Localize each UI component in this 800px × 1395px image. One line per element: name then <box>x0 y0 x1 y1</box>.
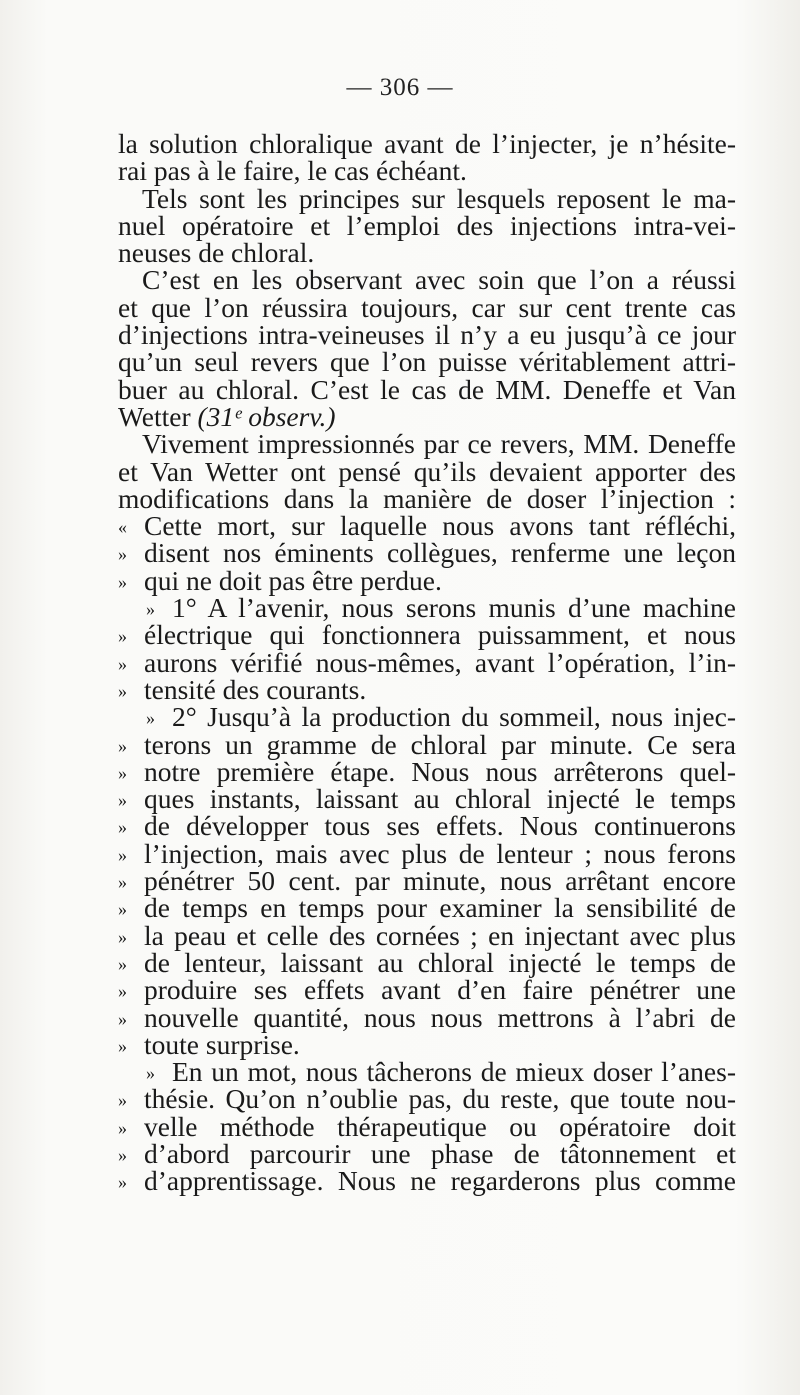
line-text: terons un gramme de chloral par minute. Ce sera <box>144 728 736 760</box>
line-text: tensité des courants. <box>144 673 367 705</box>
text-line <box>118 319 736 351</box>
line-text: Cette mort, sur laquelle nous avons tant réfléchi, <box>144 510 736 542</box>
line-text: notre première étape. Nous nous arrêterons quel- <box>144 755 736 787</box>
line-text: l’injection, mais avec plus de lenteur ; nous ferons <box>144 837 736 869</box>
quote-mark: » <box>118 544 127 565</box>
quote-mark: » <box>118 790 127 811</box>
quote-mark: » <box>118 1172 127 1193</box>
quote-mark: » <box>118 953 127 974</box>
text-line <box>118 619 736 651</box>
text-line <box>118 209 736 241</box>
line-text: d’abord parcourir une phase de tâtonnement et <box>144 1137 736 1169</box>
quote-mark: » <box>118 735 127 756</box>
quote-mark: » <box>118 680 127 701</box>
line-text: et que l’on réussira toujours, car sur cent trente cas <box>118 291 736 323</box>
text-line <box>118 428 736 460</box>
line-text: d’injections intra-veineuses il n’y a eu jusqu’à ce jour <box>118 319 736 351</box>
line-text: de lenteur, laissant au chloral injecté le temps de <box>144 946 736 978</box>
line-text: et Van Wetter ont pensé qu’ils devaient apporter des <box>118 455 736 487</box>
quote-mark: » <box>118 1035 127 1056</box>
text-line <box>118 974 736 1006</box>
line-text: qui ne doit pas être perdue. <box>144 564 442 596</box>
text-line <box>118 264 736 296</box>
line-text: ques instants, laissant au chloral injecté le temps <box>144 783 736 815</box>
quote-mark: » <box>146 1063 155 1084</box>
line-text: électrique qui fonctionnera puissamment, et nous <box>144 619 736 651</box>
line-text: disent nos éminents collègues, renferme une leçon <box>144 537 736 569</box>
text-line <box>118 564 736 596</box>
quote-mark: « <box>118 517 127 538</box>
quote-mark: » <box>146 708 155 729</box>
line-text: velle méthode thérapeutique ou opératoire doit <box>144 1110 736 1142</box>
text-line <box>118 755 736 787</box>
quote-mark: » <box>118 762 127 783</box>
line-text: de temps en temps pour examiner la sensibilité de <box>144 892 736 924</box>
line-text: 1° A l’avenir, nous serons munis d’une machine <box>172 592 736 624</box>
text-line <box>118 237 736 269</box>
line-text: nouvelle quantité, nous nous mettrons à l’abri de <box>144 1001 736 1033</box>
line-text: pénétrer 50 cent. par minute, nous arrêtant encore <box>144 865 736 897</box>
text-line <box>118 865 736 897</box>
text-line <box>118 1110 736 1142</box>
line-text: toute surprise. <box>144 1028 300 1060</box>
line-text: neuses de chloral. <box>118 237 315 269</box>
quote-mark: » <box>118 981 127 1002</box>
quote-mark: » <box>118 872 127 893</box>
text-line <box>118 783 736 815</box>
text-line <box>118 1001 736 1033</box>
line-text: la solution chloralique avant de l’injecter, je n’hésite- <box>118 128 736 159</box>
line-text: la peau et celle des cornées ; en injectant avec plus <box>144 919 736 951</box>
quote-mark: » <box>118 626 127 647</box>
text-line <box>118 291 736 323</box>
text-line <box>118 1083 736 1115</box>
quote-mark: » <box>118 817 127 838</box>
text-line <box>118 510 736 542</box>
line-text: qu’un seul revers que l’on puisse véritablement attri- <box>118 346 736 378</box>
text-line <box>118 537 736 569</box>
quote-mark: » <box>118 899 127 920</box>
line-text: de développer tous ses effets. Nous continuerons <box>144 810 736 842</box>
quote-mark: » <box>118 844 127 865</box>
text-line <box>118 482 736 514</box>
line-text: En un mot, nous tâcherons de mieux doser l’anes- <box>172 1056 736 1088</box>
text-line <box>118 701 736 733</box>
text-line <box>118 673 736 705</box>
text-line <box>118 1056 736 1088</box>
line-text: d’apprentissage. Nous ne regarderons plus comme <box>144 1165 736 1197</box>
text-line <box>118 130 736 157</box>
line-text: Vivement impressionnés par ce revers, MM. Deneffe <box>142 428 736 460</box>
line-text: buer au chloral. C’est le cas de MM. Deneffe et Van <box>118 373 736 405</box>
text-line <box>118 455 736 487</box>
text-line <box>118 155 736 187</box>
text-line <box>118 919 736 951</box>
line-text: thésie. Qu’on n’oublie pas, du reste, que toute nou- <box>144 1083 736 1115</box>
text-line <box>118 182 736 214</box>
line-text: Wetter <box>118 400 198 432</box>
text-line <box>118 946 736 978</box>
line-text: Tels sont les principes sur lesquels reposent le ma- <box>142 182 736 214</box>
quote-mark: » <box>118 1008 127 1029</box>
line-text: aurons vérifié nous-mêmes, avant l’opération, l’in- <box>144 646 736 678</box>
line-text: C’est en les observant avec soin que l’on a réussi <box>142 264 736 296</box>
text-line <box>118 646 736 678</box>
quote-mark: » <box>118 926 127 947</box>
line-text: produire ses effets avant d’en faire pénétrer une <box>144 974 736 1006</box>
text-line <box>118 400 736 432</box>
text-line <box>118 810 736 842</box>
text-line <box>118 1165 736 1197</box>
text-line <box>118 346 736 378</box>
text-line <box>118 373 736 405</box>
text-line <box>118 592 736 624</box>
line-text: nuel opératoire et l’emploi des injections intra-vei- <box>118 209 736 241</box>
page-number: — 306 — <box>346 74 454 101</box>
quote-mark: » <box>146 599 155 620</box>
text-line <box>118 728 736 760</box>
observation-reference: (31ᵉ observ.) <box>197 400 336 432</box>
text-line <box>118 1137 736 1169</box>
body-text <box>118 130 736 1195</box>
text-line <box>118 837 736 869</box>
text-line <box>118 892 736 924</box>
line-text: 2° Jusqu’à la production du sommeil, nous injec- <box>172 701 736 733</box>
line-text: modifications dans la manière de doser l’injection : <box>118 482 736 514</box>
quote-mark: » <box>118 653 127 674</box>
quote-mark: » <box>118 1117 127 1138</box>
quote-mark: » <box>118 1090 127 1111</box>
quote-mark: » <box>118 571 127 592</box>
text-line <box>118 1028 736 1060</box>
quote-mark: » <box>118 1144 127 1165</box>
line-text: rai pas à le faire, le cas échéant. <box>118 155 467 187</box>
